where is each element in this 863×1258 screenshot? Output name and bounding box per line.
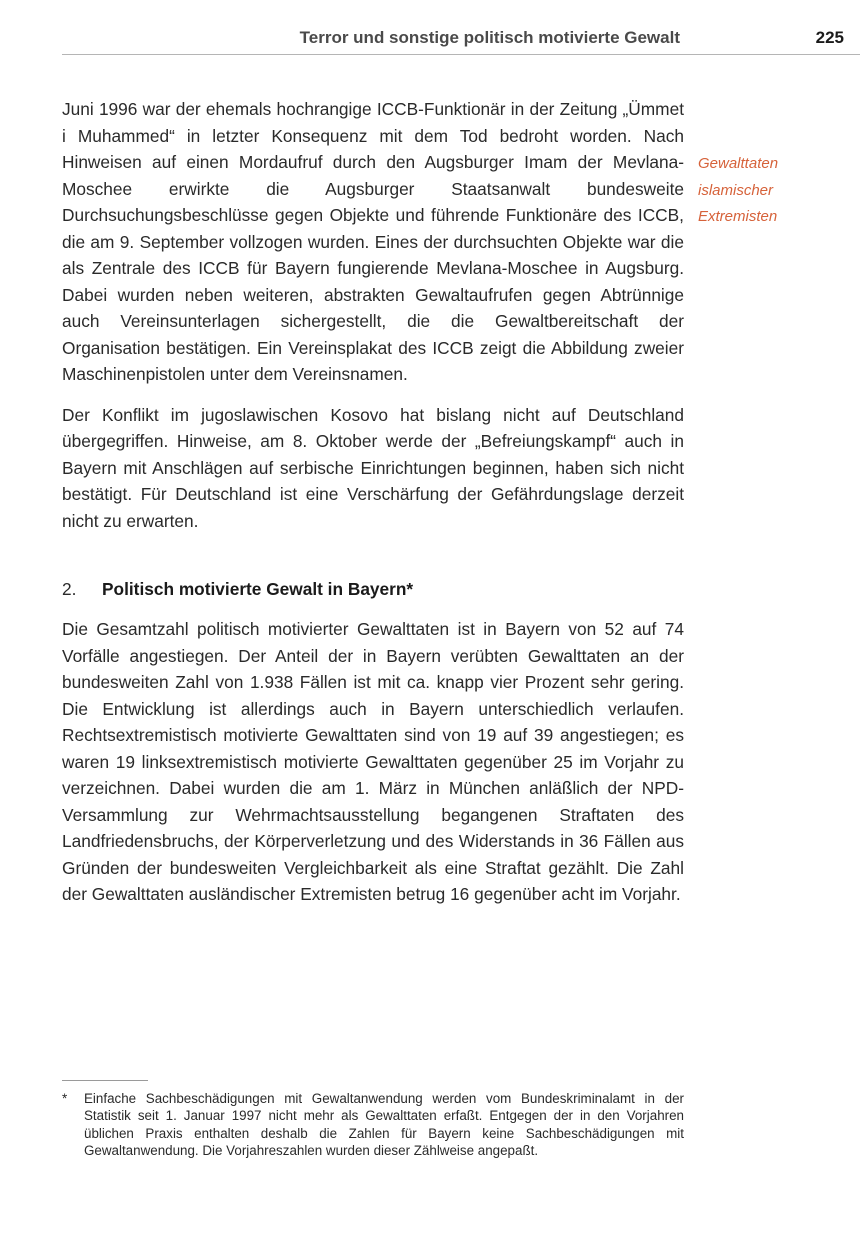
margin-note-line: islamischer bbox=[698, 181, 774, 199]
footnote-mark: * bbox=[62, 1091, 68, 1106]
margin-note-line: Extremisten bbox=[698, 208, 778, 225]
margin-note-line: Gewalttaten bbox=[698, 155, 779, 172]
footnote-divider bbox=[62, 1080, 148, 1081]
paragraph-1: Juni 1996 war der ehemals hochrangige ICCB-Funktionär in der Zeitung „Ümmet i Muhammed“ in letzter Konsequenz mit dem Tod bedroht worden. Nach Hinweisen auf einen Mordaufruf durch den Augsburger Imam der Mevlana-Moschee erwirkte die Augsburger Staatsanwalt bundesweite Durchsuchungsbeschlüsse gegen Objekte und führende Funktionäre des ICCB, die am 9. September vollzogen wurden. Eines der durchsuchten Objekte war die als Zentrale des ICCB für Bayern fungierende Mevlana-Moschee in Augsburg. Dabei wurden neben weiteren, abstrakten Gewaltaufrufen gegen Abtrünnige auch Vereinsunterlagen sichergestellt, die die Gewaltbereitschaft der Organisation bestätigen. Ein Vereinsplakat des ICCB zeigt die Abbildung zweier Maschinenpistolen unter dem Vereinsnamen. bbox=[62, 99, 684, 384]
footnote-text: Einfache Sachbeschädigungen mit Gewaltanwendung werden vom Bundeskriminalamt in der Statistik seit 1. Januar 1997 nicht mehr als Gewalttaten erfaßt. Entgegen der in den Vorjahren üblichen Praxis enthalten deshalb die Zahlen für Bayern keine Sachbeschädigungen mit Gewaltanwendung. Die Vorjahreszahlen wurden dieser Zählweise angepaßt. bbox=[84, 1091, 684, 1159]
section-title: Politisch motivierte Gewalt in Bayern* bbox=[102, 579, 414, 599]
section-number: 2. bbox=[62, 579, 77, 599]
footnote bbox=[62, 1090, 684, 1160]
page-header bbox=[62, 24, 860, 55]
margin-note bbox=[698, 151, 848, 231]
section-paragraph: Die Gesamtzahl politisch motivierter Gewalttaten ist in Bayern von 52 auf 74 Vorfälle angestiegen. Der Anteil der in Bayern verübten Gewalttaten an der bundesweiten Zahl von 1.938 Fällen ist mit ca. knapp vier Prozent sehr gering. Die Entwicklung ist allerdings auch in Bayern unterschiedlich verlaufen. Rechtsextremistisch motivierte Gewalttaten sind von 19 auf 39 angestiegen; es waren 19 linksextremistisch motivierte Gewalttaten gegenüber 25 im Vorjahr zu verzeichnen. Dabei wurden die am 1. März in München anläßlich der NPD-Versammlung zur Wehrmachtsausstellung begangenen Straftaten des Landfriedensbruchs, der Körperverletzung und des Widerstands in 36 Fällen aus Gründen der bundesweiten Vergleichbarkeit als eine Straftat gezählt. Die Zahl der Gewalttaten ausländischer Extremisten betrug 16 gegenüber acht im Vorjahr. bbox=[62, 619, 684, 904]
running-title: Terror und sonstige politisch motivierte Gewalt bbox=[299, 28, 680, 47]
page-number: 225 bbox=[815, 28, 844, 47]
paragraph-2: Der Konflikt im jugoslawischen Kosovo hat bislang nicht auf Deutschland übergegriffen. Hinweise, am 8. Oktober werde der „Befreiungskampf“ auch in Bayern mit Anschlägen auf serbische Einrichtungen beginnen, haben sich nicht bestätigt. Für Deutschland ist eine Verschärfung der Gefährdungslage derzeit nicht zu erwarten. bbox=[62, 404, 684, 531]
section-heading bbox=[62, 576, 684, 602]
main-text bbox=[62, 96, 684, 922]
